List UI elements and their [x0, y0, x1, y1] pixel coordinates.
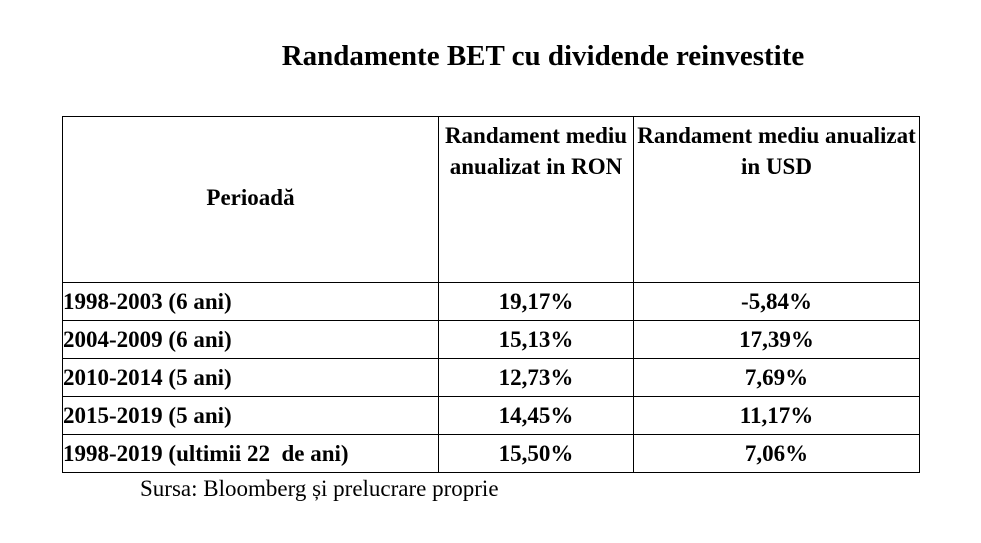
- table-row: [63, 397, 920, 435]
- ron-return-cell: 19,17%: [439, 283, 634, 321]
- header-period: Perioadă: [63, 117, 439, 283]
- page-title: Randamente BET cu dividende reinvestite: [281, 40, 805, 72]
- period-cell: 2010-2014 (5 ani): [63, 359, 439, 397]
- table-row: [63, 359, 920, 397]
- usd-return-cell: -5,84%: [634, 283, 920, 321]
- returns-table: [62, 116, 920, 473]
- usd-return-cell: 17,39%: [634, 321, 920, 359]
- usd-return-cell: 11,17%: [634, 397, 920, 435]
- source-note: Sursa: Bloomberg și prelucrare proprie: [140, 476, 499, 501]
- period-cell: 2015-2019 (5 ani): [63, 397, 439, 435]
- header-return-ron: Randament mediu anualizat in RON: [439, 117, 634, 283]
- usd-return-cell: 7,69%: [634, 359, 920, 397]
- period-cell: 1998-2019 (ultimii 22 de ani): [63, 435, 439, 473]
- ron-return-cell: 12,73%: [439, 359, 634, 397]
- period-cell: 1998-2003 (6 ani): [63, 283, 439, 321]
- ron-return-cell: 15,13%: [439, 321, 634, 359]
- table-row: [63, 435, 920, 473]
- ron-return-cell: 15,50%: [439, 435, 634, 473]
- period-cell: 2004-2009 (6 ani): [63, 321, 439, 359]
- header-return-usd: Randament mediu anualizat in USD: [634, 117, 920, 283]
- usd-return-cell: 7,06%: [634, 435, 920, 473]
- ron-return-cell: 14,45%: [439, 397, 634, 435]
- table-header-row: [63, 117, 920, 283]
- table-row: [63, 283, 920, 321]
- table-row: [63, 321, 920, 359]
